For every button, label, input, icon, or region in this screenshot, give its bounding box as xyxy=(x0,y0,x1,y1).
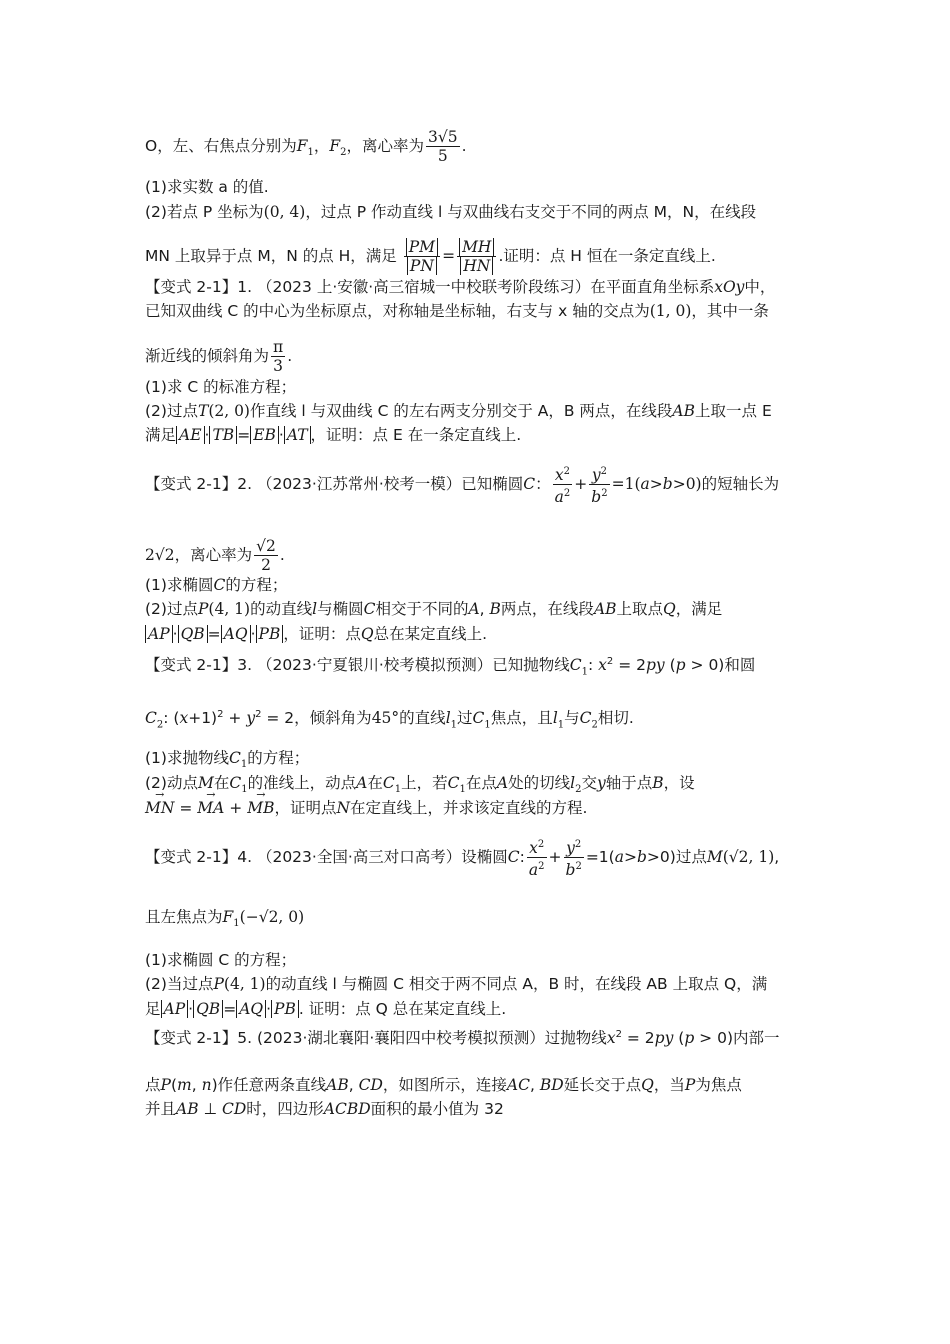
variant-3-header: 【变式 2-1】3. （2023·宁夏银川·校考模拟预测）已知抛物线$C_1$: $x^2 = 2py$ (p > 0)和圆 xyxy=(145,656,756,678)
variant-3-q2-line1: (2)动点M在$C_1$的准线上，动点A在$C_1$上，若$C_1$在点A处的切线$l_2$交y轴于点B，设 xyxy=(145,774,695,796)
variant-1-q1: (1)求 C 的标准方程； xyxy=(145,378,297,396)
variant-5-line2: 点P(m, n)作任意两条直线AB, CD，如图所示，连接AC, BD延长交于点Q，当P为焦点 xyxy=(145,1076,742,1094)
variant-2-line2: 2√2，离心率为 $\frac{√2}{2}$ . xyxy=(145,537,285,574)
variant-1-q2-line1: (2)过点T(2, 0)作直线 l 与双曲线 C 的左右两支分别交于 A，B 两点，在线段AB上取一点 E xyxy=(145,402,772,420)
eccentricity-fraction: $\frac{3√5}{5}$ xyxy=(428,128,458,165)
variant-2-q1: (1)求椭圆C的方程； xyxy=(145,576,288,594)
intro-line: O，左、右焦点分别为$F_1$，$F_2$，离心率为 $\frac{3√5}{5}$ . xyxy=(145,128,467,165)
variant-4-q2-line1: (2)当过点P(4, 1)的动直线 l 与椭圆 C 相交于两不同点 A，B 时，在线段 AB 上取点 Q，满 xyxy=(145,975,768,993)
variant-5-line3: 并且AB ⊥ CD时，四边形ACBD面积的最小值为 32 xyxy=(145,1100,504,1118)
variant-4-q2-line2: 足 AP · QB = AQ · PB . 证明：点 Q 总在某定直线上. xyxy=(145,1000,507,1018)
question-1: (1)求实数 a 的值. xyxy=(145,178,269,196)
variant-1-header: 【变式 2-1】1. （2023 上·安徽·高三宿城一中校联考阶段练习）在平面直角坐标系xOy中， xyxy=(145,278,776,296)
variant-1-line2: 已知双曲线 C 的中心为坐标原点，对称轴是坐标轴，右支与 x 轴的交点为(1, 0)，其中一条 xyxy=(145,302,769,320)
text: ，离心率为 xyxy=(346,137,425,155)
variant-2-header: 【变式 2-1】2. （2023·江苏常州·校考一模）已知椭圆C： $\frac{x^2}{a^2}$ + $\frac{y^2}{b^2}$ =1(a>b>0)的短轴长为 xyxy=(145,463,779,506)
variant-4-header: 【变式 2-1】4. （2023·全国·高三对口高考）设椭圆C: $\frac{x^2}{a^2}$ + $\frac{y^2}{b^2}$ =1(a>b>0)过点M(√2, 1), xyxy=(145,836,779,879)
variant-3-line2: $C_2$: $(x+1)^2 + y^2 = 2$，倾斜角为45°的直线$l_1$过$C_1$焦点，且$l_1$与$C_2$相切. xyxy=(145,709,634,731)
text: O，左、右焦点分别为 xyxy=(145,137,297,155)
variant-1-q2-line2: 满足 AE · TB = EB · AT ，证明：点 E 在一条定直线上. xyxy=(145,426,522,444)
question-2-line1: (2)若点 P 坐标为(0, 4)，过点 P 作动直线 l 与双曲线右支交于不同的两点 M，N，在线段 xyxy=(145,203,757,221)
variant-5-header: 【变式 2-1】5. (2023·湖北襄阳·襄阳四中校考模拟预测）过抛物线$x^2 = 2py$ (p > 0)内部一 xyxy=(145,1029,780,1048)
variant-2-q2-line2: AP · QB = AQ · PB ，证明：点Q总在某定直线上. xyxy=(145,623,487,645)
variant-3-q1: (1)求抛物线$C_1$的方程； xyxy=(145,749,310,771)
variant-3-q2-line2: → MN = → MA + → MB，证明点N在定直线上，并求该定直线的方程. xyxy=(145,797,587,819)
variant-2-q2-line1: (2)过点P(4, 1)的动直线l与椭圆C相交于不同的A, B两点，在线段AB上取点Q，满足 xyxy=(145,600,723,618)
variant-4-line2: 且左焦点为$F_1(-√2$, 0) xyxy=(145,908,305,930)
variant-4-q1: (1)求椭圆 C 的方程； xyxy=(145,951,297,969)
question-2-line2: MN 上取异于点 M，N 的点 H，满足 $\frac{PM}{PN}$ = $\frac{MH}{HN}$ .证明：点 H 恒在一条定直线上. xyxy=(145,238,716,275)
variant-1-line3: 渐近线的倾斜角为 $\frac{\pi}{3}$ . xyxy=(145,338,293,375)
